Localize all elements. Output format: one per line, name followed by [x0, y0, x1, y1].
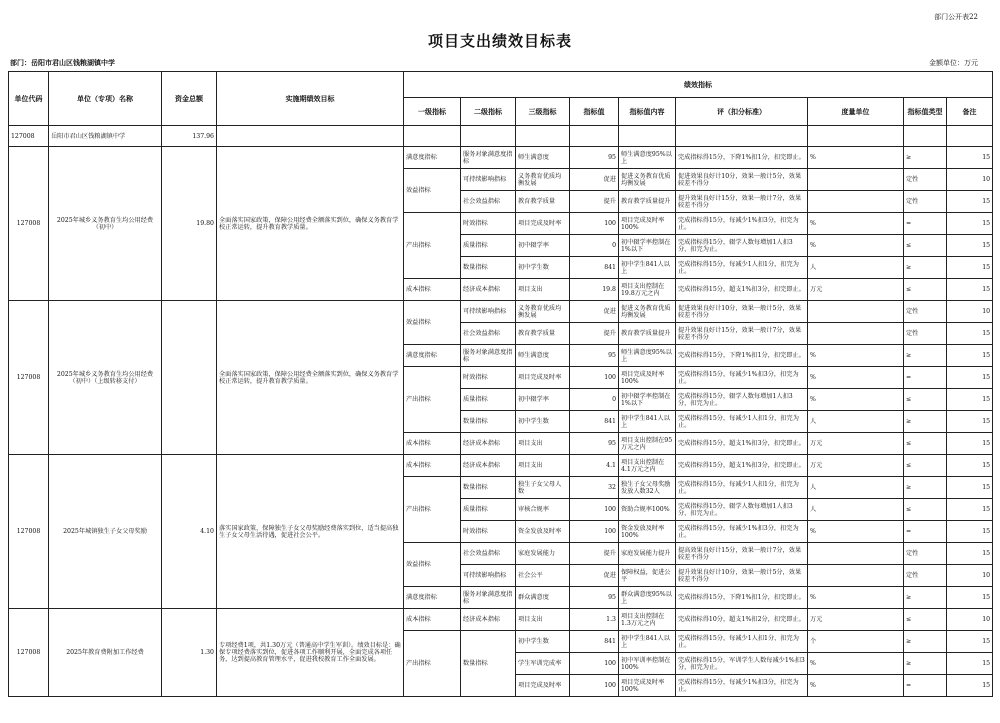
indicator-measure-unit: 万元 — [808, 455, 904, 477]
indicator-measure-unit: % — [808, 389, 904, 411]
indicator-level3: 项目完成及时率 — [516, 675, 570, 697]
indicator-level2: 质量指标 — [461, 499, 516, 521]
indicator-level2: 经济成本指标 — [461, 279, 516, 301]
indicator-value-type: = — [904, 675, 947, 697]
indicator-level1: 成本指标 — [404, 279, 461, 301]
indicator-value-content: 独生子女父母奖励发放人数32人 — [619, 477, 676, 499]
indicator-value-content: 促进义务教育优质均衡发展 — [619, 301, 676, 323]
indicator-value-type: ≥ — [904, 653, 947, 675]
table-row — [9, 455, 993, 477]
project-goal: 全面落实国家政策，保障公用经费全额落实到位，确保义务教育学校正常运转，提升教育教学质量。 — [217, 147, 404, 301]
summary-code: 127008 — [9, 126, 49, 147]
indicator-note: 10 — [947, 609, 993, 631]
indicator-level2: 质量指标 — [461, 389, 516, 411]
indicator-value-content: 教育教学质量提升 — [619, 191, 676, 213]
indicator-level3: 资金发放及时率 — [516, 521, 570, 543]
indicator-value-content: 保障权益，促进公平 — [619, 565, 676, 587]
col-value-content: 指标值内容 — [619, 98, 676, 126]
indicator-value-type: = — [904, 521, 947, 543]
indicator-level3: 师生满意度 — [516, 147, 570, 169]
table-row — [9, 609, 993, 631]
indicator-measure-unit: 个 — [808, 631, 904, 653]
indicator-value-type: = — [904, 367, 947, 389]
indicator-note: 10 — [947, 301, 993, 323]
project-code: 127008 — [9, 455, 49, 609]
project-name: 2025年城乡义务教育生均公用经费（初中） — [49, 147, 162, 301]
indicator-scoring: 提升效果良好计15分，效果一般计7分，效果较差不得分 — [676, 323, 808, 345]
indicator-level3: 初中辍学率 — [516, 389, 570, 411]
indicator-level3: 审核合规率 — [516, 499, 570, 521]
indicator-note: 15 — [947, 521, 993, 543]
indicator-level3: 项目支出 — [516, 433, 570, 455]
indicator-measure-unit — [808, 543, 904, 565]
indicator-level1: 效益指标 — [404, 543, 461, 587]
project-amount: 4.10 — [162, 455, 217, 609]
indicator-value: 100 — [570, 675, 619, 697]
indicator-measure-unit: % — [808, 367, 904, 389]
col-total-amount: 资金总额 — [162, 72, 217, 126]
project-code: 127008 — [9, 609, 49, 697]
page-number: 部门公开表22 — [934, 13, 978, 21]
indicator-scoring: 促进效果良好计10分，效果一般计5分，效果较差不得分 — [676, 169, 808, 191]
indicator-measure-unit: % — [808, 587, 904, 609]
project-amount — [162, 301, 217, 455]
indicator-measure-unit: % — [808, 345, 904, 367]
indicator-level3: 初中学生数 — [516, 411, 570, 433]
indicator-level2: 社会效益指标 — [461, 543, 516, 565]
indicator-value-content: 初中学生841人以上 — [619, 411, 676, 433]
indicator-level3: 群众满意度 — [516, 587, 570, 609]
indicator-level3: 项目支出 — [516, 609, 570, 631]
indicator-scoring: 完成指标得15分，超支1%扣3分，扣完即止。 — [676, 279, 808, 301]
indicator-measure-unit: 万元 — [808, 609, 904, 631]
indicator-scoring: 完成指标得15分，每减少1%扣3分，扣完为止。 — [676, 521, 808, 543]
indicator-level3: 义务教育优质均衡发展 — [516, 169, 570, 191]
indicator-measure-unit: % — [808, 653, 904, 675]
indicator-level2: 时效指标 — [461, 367, 516, 389]
indicator-value: 19.8 — [570, 279, 619, 301]
indicator-level3: 项目完成及时率 — [516, 213, 570, 235]
indicator-level3: 初中辍学率 — [516, 235, 570, 257]
col-level1: 一级指标 — [404, 98, 461, 126]
indicator-scoring: 完成指标得15分，每减少1人扣1分，扣完为止。 — [676, 411, 808, 433]
project-name: 2025年教育费附加工作经费 — [49, 609, 162, 697]
indicator-note: 15 — [947, 367, 993, 389]
indicator-level1: 产出指标 — [404, 477, 461, 543]
indicator-measure-unit: 人 — [808, 477, 904, 499]
indicator-scoring: 完成指标得15分，超支1%扣3分，扣完即止。 — [676, 433, 808, 455]
col-unit-code: 单位代码 — [9, 72, 49, 126]
indicator-scoring: 提升效果良好计10分，效果一般计5分，效果较差不得分 — [676, 565, 808, 587]
indicator-value-type: ≥ — [904, 477, 947, 499]
indicator-note: 15 — [947, 675, 993, 697]
indicator-value-type: ≥ — [904, 587, 947, 609]
indicator-value-content: 初中学生841人以上 — [619, 631, 676, 653]
indicator-level2: 质量指标 — [461, 235, 516, 257]
indicator-value: 促进 — [570, 565, 619, 587]
indicator-level2: 可持续影响指标 — [461, 169, 516, 191]
department-label: 部门：岳阳市君山区钱粮湖镇中学 — [10, 58, 115, 67]
col-value-type: 指标值类型 — [904, 98, 947, 126]
indicator-level2: 数量指标 — [461, 631, 516, 697]
summary-amount: 137.96 — [162, 126, 217, 147]
indicator-level3: 师生满意度 — [516, 345, 570, 367]
indicator-measure-unit: % — [808, 235, 904, 257]
indicator-value-content: 促进义务教育优质均衡发展 — [619, 169, 676, 191]
indicator-value-content: 资金发放及时率100% — [619, 521, 676, 543]
indicator-note: 15 — [947, 213, 993, 235]
project-amount: 19.80 — [162, 147, 217, 301]
indicator-note: 15 — [947, 191, 993, 213]
indicator-value-content: 项目完成及时率100% — [619, 675, 676, 697]
indicator-measure-unit: % — [808, 213, 904, 235]
indicator-note: 15 — [947, 257, 993, 279]
indicator-value-type: 定性 — [904, 301, 947, 323]
amount-unit-label: 金额单位：万元 — [929, 59, 978, 67]
indicator-level2: 服务对象满意度指标 — [461, 147, 516, 169]
indicator-scoring: 完成指标得15分，每减少1%扣3分，扣完为止。 — [676, 675, 808, 697]
indicator-note: 15 — [947, 631, 993, 653]
indicator-note: 10 — [947, 565, 993, 587]
indicator-level1: 满意度指标 — [404, 587, 461, 609]
project-code: 127008 — [9, 301, 49, 455]
indicator-note: 15 — [947, 499, 993, 521]
indicator-measure-unit — [808, 191, 904, 213]
indicator-value-type: ≥ — [904, 345, 947, 367]
indicator-value-type: 定性 — [904, 323, 947, 345]
indicator-value-type: ≤ — [904, 279, 947, 301]
indicator-note: 15 — [947, 279, 993, 301]
indicator-value: 95 — [570, 345, 619, 367]
indicator-note: 15 — [947, 389, 993, 411]
indicator-measure-unit — [808, 169, 904, 191]
indicator-value-content: 教育教学质量提升 — [619, 323, 676, 345]
indicator-scoring: 提升效果良好计15分，效果一般计7分，效果较差不得分 — [676, 191, 808, 213]
col-level3: 三级指标 — [516, 98, 570, 126]
indicator-level3: 初中学生数 — [516, 257, 570, 279]
indicator-measure-unit: 万元 — [808, 279, 904, 301]
indicator-level1: 产出指标 — [404, 631, 461, 697]
indicator-value-type: ≤ — [904, 433, 947, 455]
project-goal: 落实国家政策，保障独生子女父母奖励经费落实到位，适当提高独生子女父母生活待遇，促进社会公平。 — [217, 455, 404, 609]
indicator-value-type: 定性 — [904, 543, 947, 565]
indicator-level1: 成本指标 — [404, 609, 461, 631]
indicator-scoring: 完成指标得15分，每减少1人扣1分，扣完为止。 — [676, 477, 808, 499]
indicator-value-type: ≤ — [904, 235, 947, 257]
indicator-value: 100 — [570, 213, 619, 235]
indicator-value-type: 定性 — [904, 191, 947, 213]
col-level2: 二级指标 — [461, 98, 516, 126]
indicator-note: 15 — [947, 235, 993, 257]
indicator-scoring: 完成指标得15分，辍学人数每增加1人扣3分，扣完为止。 — [676, 499, 808, 521]
indicator-value-content: 群众满意度95%以上 — [619, 587, 676, 609]
indicator-scoring: 促进效果良好计10分，效果一般计5分，效果较差不得分 — [676, 301, 808, 323]
indicator-value-type: ≤ — [904, 499, 947, 521]
indicator-scoring: 完成指标得15分，每减少1%扣3分，扣完为止。 — [676, 367, 808, 389]
indicator-value-type: ≤ — [904, 389, 947, 411]
indicator-value: 4.1 — [570, 455, 619, 477]
indicator-note: 15 — [947, 587, 993, 609]
indicator-scoring: 完成指标得15分，每减少1%扣3分，扣完为止。 — [676, 213, 808, 235]
indicator-level1: 满意度指标 — [404, 147, 461, 169]
col-note: 备注 — [947, 98, 993, 126]
indicator-level1: 效益指标 — [404, 301, 461, 345]
indicator-value: 提升 — [570, 191, 619, 213]
indicator-level3: 初中学生数 — [516, 631, 570, 653]
indicator-measure-unit: % — [808, 147, 904, 169]
indicator-level2: 经济成本指标 — [461, 433, 516, 455]
indicator-value-type: ≥ — [904, 147, 947, 169]
indicator-value: 1.3 — [570, 609, 619, 631]
indicator-value-content: 家庭发展能力提升 — [619, 543, 676, 565]
project-goal: 专项经费1项，共1.30万元（普通高中学生军训）。绩效目标是：确保专项经费落实到位，促进各项工作顺利开展，全面完成各项任务，达到提高教育管理水平，促进我校教育工作全面发展。 — [217, 609, 404, 697]
indicator-value: 0 — [570, 235, 619, 257]
indicator-scoring: 完成指标得15分，辍学人数每增加1人扣3分，扣完为止。 — [676, 389, 808, 411]
indicator-value-content: 初中辍学率控制在1%以下 — [619, 235, 676, 257]
indicator-level2: 经济成本指标 — [461, 609, 516, 631]
indicator-level2: 社会效益指标 — [461, 323, 516, 345]
indicator-value: 32 — [570, 477, 619, 499]
indicator-value: 841 — [570, 411, 619, 433]
indicator-measure-unit: % — [808, 675, 904, 697]
summary-name: 岳阳市君山区钱粮湖镇中学 — [49, 126, 162, 147]
col-value: 指标值 — [570, 98, 619, 126]
indicator-level2: 数量指标 — [461, 411, 516, 433]
indicator-level3: 学生军训完成率 — [516, 653, 570, 675]
indicator-level3: 教育教学质量 — [516, 191, 570, 213]
indicator-level1: 产出指标 — [404, 367, 461, 433]
indicator-value: 100 — [570, 367, 619, 389]
indicator-value-content: 初中辍学率控制在1%以下 — [619, 389, 676, 411]
performance-table — [8, 71, 993, 697]
indicator-value: 95 — [570, 433, 619, 455]
col-scoring: 评（扣分标准） — [676, 98, 808, 126]
indicator-value-content: 项目支出控制在1.3万元之内 — [619, 609, 676, 631]
indicator-level3: 义务教育优质均衡发展 — [516, 301, 570, 323]
project-amount: 1.30 — [162, 609, 217, 697]
indicator-scoring: 完成指标得15分，下降1%扣1分，扣完即止。 — [676, 345, 808, 367]
indicator-value: 95 — [570, 147, 619, 169]
indicator-level1: 成本指标 — [404, 433, 461, 455]
indicator-level2: 数量指标 — [461, 477, 516, 499]
indicator-measure-unit: 人 — [808, 411, 904, 433]
indicator-note: 15 — [947, 345, 993, 367]
project-name: 2025年城镇独生子女父母奖励 — [49, 455, 162, 609]
indicator-value: 促进 — [570, 169, 619, 191]
indicator-note: 15 — [947, 653, 993, 675]
project-goal: 全面落实国家政策，保障公用经费全额落实到位，确保义务教育学校正常运转，提升教育教学质量。 — [217, 301, 404, 455]
table-row — [9, 147, 993, 169]
indicator-level2: 时效指标 — [461, 213, 516, 235]
col-indicators: 绩效指标 — [404, 72, 993, 98]
indicator-note: 15 — [947, 411, 993, 433]
indicator-level1: 效益指标 — [404, 169, 461, 213]
indicator-scoring: 完成指标得15分，军训学生人数每减少1%扣3分，扣完为止。 — [676, 653, 808, 675]
col-project-name: 单位（专项）名称 — [49, 72, 162, 126]
indicator-note: 15 — [947, 477, 993, 499]
project-name: 2025年城乡义务教育生均公用经费（初中）（上级转移支付） — [49, 301, 162, 455]
indicator-measure-unit: 万元 — [808, 433, 904, 455]
indicator-level1: 满意度指标 — [404, 345, 461, 367]
indicator-scoring: 完成指标得15分，每减少1人扣1分，扣完为止。 — [676, 631, 808, 653]
indicator-note: 10 — [947, 169, 993, 191]
indicator-value-type: = — [904, 213, 947, 235]
indicator-scoring: 完成指标得15分，每减少1人扣1分，扣完为止。 — [676, 257, 808, 279]
project-code: 127008 — [9, 147, 49, 301]
indicator-level3: 项目完成及时率 — [516, 367, 570, 389]
indicator-value: 100 — [570, 499, 619, 521]
indicator-value: 提升 — [570, 543, 619, 565]
indicator-value-type: 定性 — [904, 169, 947, 191]
indicator-scoring: 完成指标得15分，超支1%扣3分，扣完即止。 — [676, 455, 808, 477]
indicator-measure-unit: 人 — [808, 499, 904, 521]
indicator-value: 100 — [570, 653, 619, 675]
col-goal: 实施期绩效目标 — [217, 72, 404, 126]
indicator-value: 841 — [570, 631, 619, 653]
indicator-level2: 时效指标 — [461, 521, 516, 543]
indicator-level1: 成本指标 — [404, 455, 461, 477]
indicator-level2: 可持续影响指标 — [461, 301, 516, 323]
indicator-level2: 可持续影响指标 — [461, 565, 516, 587]
indicator-value-type: ≤ — [904, 455, 947, 477]
indicator-value-content: 资助合规率100% — [619, 499, 676, 521]
indicator-value-type: ≥ — [904, 411, 947, 433]
indicator-level2: 经济成本指标 — [461, 455, 516, 477]
indicator-level3: 独生子女父母人数 — [516, 477, 570, 499]
indicator-scoring: 完成指标得15分，下降1%扣1分，扣完即止。 — [676, 587, 808, 609]
indicator-note: 15 — [947, 323, 993, 345]
indicator-value-content: 项目完成及时率100% — [619, 213, 676, 235]
indicator-level2: 服务对象满意度指标 — [461, 587, 516, 609]
page-title: 项目支出绩效目标表 — [427, 32, 572, 50]
indicator-value-content: 项目支出控制在4.1万元之内 — [619, 455, 676, 477]
indicator-scoring: 完成指标得15分，下降1%扣1分，扣完即止。 — [676, 147, 808, 169]
indicator-scoring: 完成指标得15分，辍学人数每增加1人扣3分，扣完为止。 — [676, 235, 808, 257]
indicator-note: 15 — [947, 455, 993, 477]
indicator-note: 15 — [947, 147, 993, 169]
indicator-value: 95 — [570, 587, 619, 609]
indicator-value: 841 — [570, 257, 619, 279]
indicator-note: 15 — [947, 543, 993, 565]
indicator-note: 15 — [947, 433, 993, 455]
indicator-value-content: 初中军训率控制在100% — [619, 653, 676, 675]
indicator-value-content: 师生满意度95%以上 — [619, 345, 676, 367]
indicator-measure-unit — [808, 565, 904, 587]
indicator-value-type: ≤ — [904, 609, 947, 631]
col-measure-unit: 度量单位 — [808, 98, 904, 126]
indicator-level3: 社会公平 — [516, 565, 570, 587]
indicator-value: 0 — [570, 389, 619, 411]
indicator-measure-unit — [808, 301, 904, 323]
indicator-value-content: 项目支出控制在95万元之内 — [619, 433, 676, 455]
indicator-level1: 产出指标 — [404, 213, 461, 279]
indicator-measure-unit: 人 — [808, 257, 904, 279]
indicator-value-content: 项目支出控制在19.8万元之内 — [619, 279, 676, 301]
indicator-measure-unit: % — [808, 521, 904, 543]
summary-row — [9, 126, 993, 147]
indicator-value-content: 师生满意度95%以上 — [619, 147, 676, 169]
indicator-scoring: 提高效果良好计15分，效果一般计7分，效果较差不得分 — [676, 543, 808, 565]
indicator-value: 促进 — [570, 301, 619, 323]
indicator-level2: 数量指标 — [461, 257, 516, 279]
indicator-measure-unit — [808, 323, 904, 345]
table-row — [9, 301, 993, 323]
indicator-value: 100 — [570, 521, 619, 543]
indicator-value-type: ≥ — [904, 257, 947, 279]
indicator-value-type: ≥ — [904, 631, 947, 653]
indicator-value: 提升 — [570, 323, 619, 345]
indicator-value-content: 项目完成及时率100% — [619, 367, 676, 389]
indicator-level3: 项目支出 — [516, 279, 570, 301]
indicator-level2: 服务对象满意度指标 — [461, 345, 516, 367]
indicator-value-type: 定性 — [904, 565, 947, 587]
indicator-level3: 项目支出 — [516, 455, 570, 477]
indicator-level2: 社会效益指标 — [461, 191, 516, 213]
indicator-level3: 家庭发展能力 — [516, 543, 570, 565]
indicator-level3: 教育教学质量 — [516, 323, 570, 345]
indicator-scoring: 完成指标得10分，超支1%扣2分，扣完即止。 — [676, 609, 808, 631]
indicator-value-content: 初中学生841人以上 — [619, 257, 676, 279]
